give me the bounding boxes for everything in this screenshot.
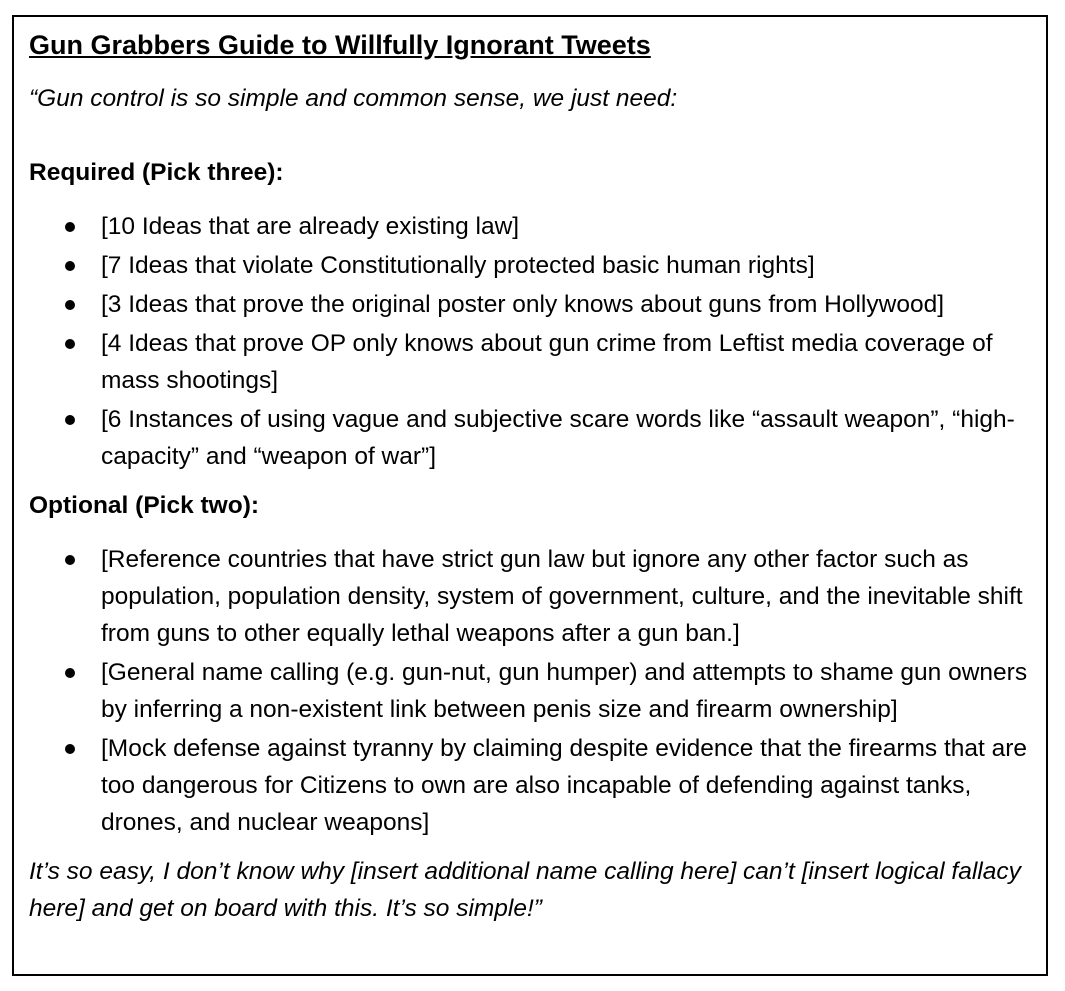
bullet-icon [65, 744, 75, 754]
list-item [29, 208, 1039, 245]
outro-quote: It’s so easy, I don’t know why [insert additional name calling here] can’t [insert logical fallacy here] and get on board with this. It’s so simple!” [29, 858, 1021, 922]
bullet-icon [65, 261, 75, 271]
list-item-text: [3 Ideas that prove the original poster only knows about guns from Hollywood] [101, 291, 945, 318]
bullet-icon [65, 339, 75, 349]
list-item [29, 401, 1039, 475]
list-item-text: [7 Ideas that violate Constitutionally protected basic human rights] [101, 252, 815, 279]
list-item [29, 286, 1039, 323]
optional-list [29, 541, 1039, 841]
bullet-icon [65, 415, 75, 425]
optional-heading: Optional (Pick two): [29, 492, 260, 519]
list-item [29, 541, 1039, 652]
list-item-text: [4 Ideas that prove OP only knows about gun crime from Leftist media coverage of mass shootings] [101, 330, 993, 394]
list-item [29, 730, 1039, 841]
list-item [29, 325, 1039, 399]
list-item [29, 654, 1039, 728]
required-list [29, 208, 1039, 475]
bullet-icon [65, 222, 75, 232]
bullet-icon [65, 668, 75, 678]
list-item-text: [6 Instances of using vague and subjective scare words like “assault weapon”, “high-capacity” and “weapon of war”] [101, 406, 1015, 470]
list-item-text: [General name calling (e.g. gun-nut, gun humper) and attempts to shame gun owners by inferring a non-existent link between penis size and firearm ownership] [101, 659, 1028, 723]
required-heading: Required (Pick three): [29, 159, 284, 186]
list-item-text: [Reference countries that have strict gun law but ignore any other factor such as population, population density, system of government, culture, and the inevitable shift from guns to other equally lethal weapons after a gun ban.] [101, 546, 1023, 647]
bullet-icon [65, 300, 75, 310]
bullet-icon [65, 555, 75, 565]
list-item-text: [Mock defense against tyranny by claiming despite evidence that the firearms that are too dangerous for Citizens to own are also incapable of defending against tanks, drones, and nuclear weapons] [101, 735, 1028, 836]
document-title: Gun Grabbers Guide to Willfully Ignorant Tweets [29, 30, 651, 60]
list-item [29, 247, 1039, 284]
list-item-text: [10 Ideas that are already existing law] [101, 213, 520, 240]
intro-quote: “Gun control is so simple and common sense, we just need: [29, 85, 678, 112]
document-frame [12, 15, 1048, 976]
document-body [29, 27, 1039, 927]
